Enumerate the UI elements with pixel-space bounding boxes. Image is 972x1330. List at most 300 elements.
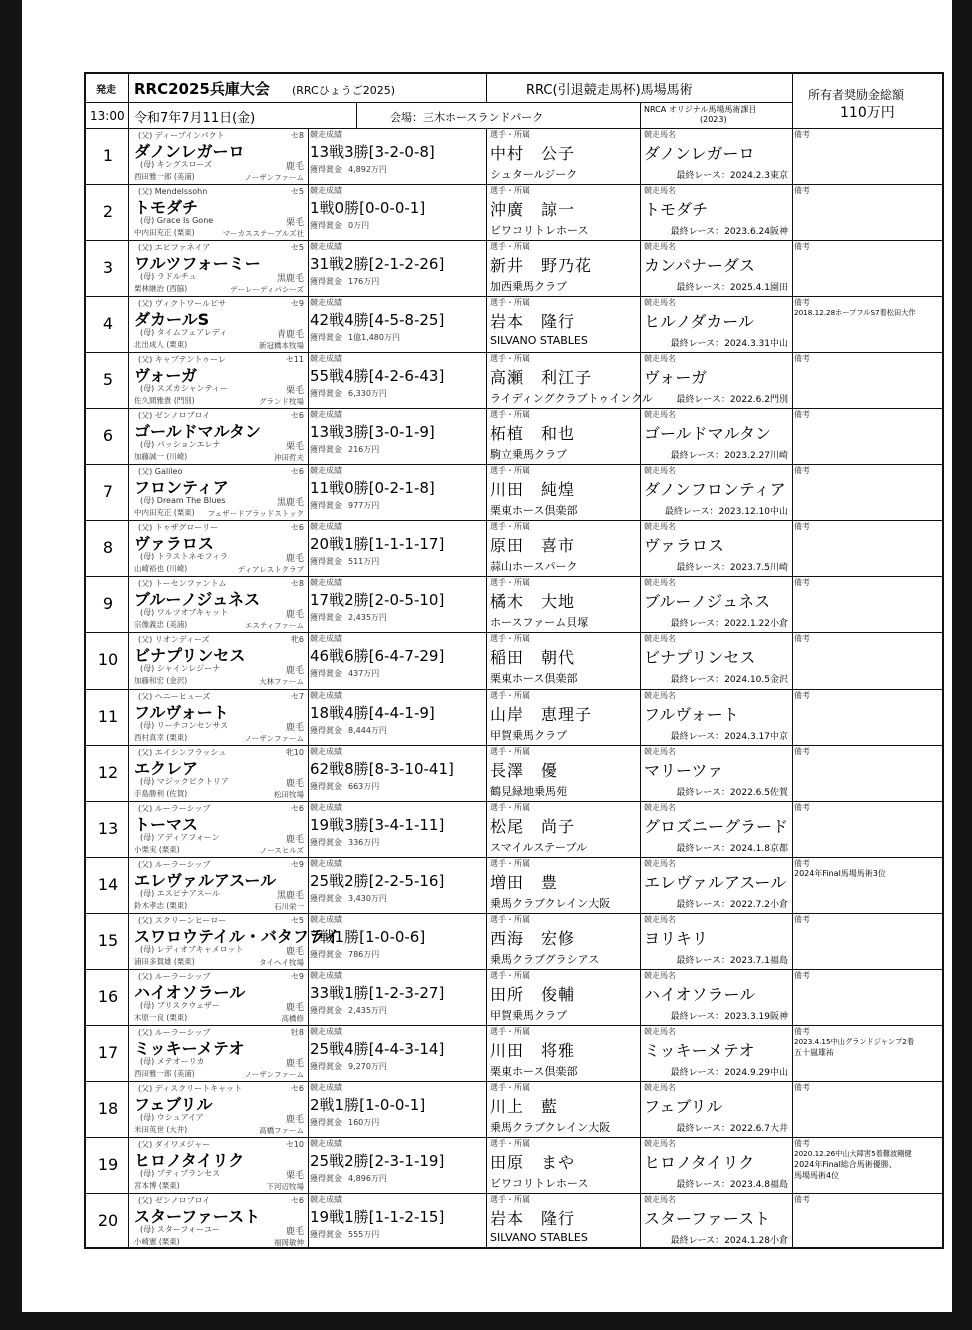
sire-name: (父) ルーラーシップ <box>138 971 211 981</box>
coat-color: 栗毛 <box>285 1170 304 1181</box>
test-name: NRCA オリジナル馬場馬術課目 <box>644 105 757 114</box>
racing-name <box>640 632 792 688</box>
remarks-label: 備考 <box>794 354 810 364</box>
divider <box>486 74 487 102</box>
race-name-label: 競走馬名 <box>644 746 676 756</box>
remark-line: 2024年Final総合馬術優勝、 <box>794 1159 897 1169</box>
record-label: 競走成績 <box>310 1026 342 1036</box>
horse-name: ハイオソラール <box>134 982 246 1002</box>
earnings-label: 獲得賞金 <box>310 613 342 623</box>
rider-info <box>486 352 653 408</box>
rider-info <box>486 408 640 464</box>
coat-color: 鹿毛 <box>285 778 304 789</box>
rider-info <box>486 296 640 352</box>
dam-name: (母) トラストネモフィラ <box>140 552 228 562</box>
record-label: 競走成績 <box>310 1138 342 1148</box>
rider-label: 選手・所属 <box>490 1138 530 1148</box>
club-name: シュタールジーク <box>490 168 578 181</box>
entry-number: 18 <box>97 1098 119 1118</box>
trainer-name: 浦田多賀雄 (栗東) <box>134 956 195 966</box>
race-name: ミッキーメテオ <box>644 1040 755 1060</box>
entry-number: 13 <box>97 818 119 838</box>
horse-info <box>128 240 308 296</box>
horse-name: トーマス <box>134 814 199 834</box>
remark-line: 馬場馬術4位 <box>794 1170 840 1180</box>
club-name: スマイルステーブル <box>490 840 588 854</box>
coat-color: 鹿毛 <box>285 162 304 172</box>
breeder-name: 福岡敏伸 <box>274 1237 304 1247</box>
last-race-label: 最終レース： <box>670 1011 725 1022</box>
remarks-label: 備考 <box>794 466 810 476</box>
horse-info <box>128 1081 308 1137</box>
rider-info <box>486 1193 640 1249</box>
club-name: ホースファーム貝塚 <box>490 616 589 630</box>
horse-sex-age: セ9 <box>290 859 304 869</box>
dam-name: (母) ワルツオブキャット <box>140 608 228 618</box>
coat-color: 鹿毛 <box>285 1114 304 1125</box>
trainer-name: 加藤誠一 (川崎) <box>134 452 188 462</box>
rider-info <box>486 184 640 240</box>
breeder-name: ノースヒルズ <box>259 845 304 855</box>
breeder-name: 松田牧場 <box>274 789 304 799</box>
earnings-value: 4,896万円 <box>348 1173 387 1183</box>
record-label: 競走成績 <box>310 242 342 252</box>
racing-name <box>640 296 792 352</box>
trainer-name: 栗林継治 (西脇) <box>134 284 188 294</box>
club-name: 乗馬クラブクレイン大阪 <box>490 1120 611 1134</box>
earnings-value: 336万円 <box>348 837 380 847</box>
rider-info <box>486 128 640 184</box>
record-label: 競走成績 <box>310 186 342 196</box>
sire-name: (父) トーセンファントム <box>138 579 227 589</box>
earnings-value: 555万円 <box>348 1229 380 1239</box>
club-name: 甲賀乗馬クラブ <box>490 728 567 742</box>
horse-info <box>128 801 308 857</box>
dam-name: (母) スズカシャンティー <box>140 384 228 394</box>
earnings-value: 511万円 <box>348 557 380 567</box>
record-value: 62戦8勝[8-3-10-41] <box>310 759 454 778</box>
last-race-value: 2023.3.19阪神 <box>724 1011 788 1022</box>
earnings-row <box>310 893 387 904</box>
breeder-name: 新冠橋本牧場 <box>259 341 304 351</box>
remarks <box>792 1025 942 1081</box>
racing-name <box>640 913 792 969</box>
earnings-label: 獲得賞金 <box>310 725 342 735</box>
earnings-row <box>310 781 379 792</box>
record-label: 競走成績 <box>310 410 342 420</box>
last-race-value: 2022.6.2門別 <box>729 395 788 406</box>
last-race-value: 2023.2.27川崎 <box>724 451 788 462</box>
earnings-row <box>310 332 400 343</box>
rider-label: 選手・所属 <box>490 410 530 420</box>
rider-name: 新井 野乃花 <box>490 256 593 276</box>
horse-sex-age: セ6 <box>290 523 304 533</box>
dam-name: (母) パッションエレナ <box>140 440 221 450</box>
record-label: 競走成績 <box>310 690 342 700</box>
race-name: フルヴォート <box>644 704 739 724</box>
horse-info <box>128 576 308 632</box>
race-name: ヨリキリ <box>644 928 709 948</box>
horse-sex-age: セ9 <box>290 299 304 309</box>
event-subtitle: (RRCひょうご2025) <box>292 84 395 97</box>
horse-sex-age: セ11 <box>285 355 304 365</box>
race-record <box>308 240 486 296</box>
earnings-value: 786万円 <box>348 949 380 959</box>
last-race-label: 最終レース： <box>676 843 730 854</box>
race-record <box>308 745 486 801</box>
race-record <box>308 128 486 184</box>
horse-name: フェブリル <box>134 1094 213 1114</box>
race-name-label: 競走馬名 <box>644 466 676 476</box>
race-name-label: 競走馬名 <box>644 970 676 980</box>
rider-name: 岩本 隆行 <box>490 312 576 332</box>
rider-name: 田原 まや <box>490 1152 576 1172</box>
rider-label: 選手・所属 <box>490 802 530 812</box>
racing-name <box>640 1025 792 1081</box>
coat-color: 鹿毛 <box>285 722 304 733</box>
last-race <box>671 336 788 349</box>
rider-label: 選手・所属 <box>490 1082 530 1092</box>
last-race-value: 2024.2.3東京 <box>729 171 788 181</box>
last-race-label: 最終レース： <box>676 1123 730 1134</box>
horse-sex-age: セ6 <box>290 1195 304 1205</box>
earnings-value: 1億1,480万円 <box>348 333 400 343</box>
divider <box>356 102 357 128</box>
breeder-name: タイヘイ牧場 <box>259 957 304 967</box>
earnings-label: 獲得賞金 <box>310 1117 342 1127</box>
sire-name: (父) エピファネイア <box>138 243 211 253</box>
club-name: ライディングクラブトゥインクル <box>490 392 653 406</box>
trainer-name: 手島勝利 (佐賀) <box>134 788 188 798</box>
horse-sex-age: セ5 <box>290 187 304 197</box>
club-name: 甲賀乗馬クラブ <box>490 1008 567 1022</box>
last-race <box>671 1233 788 1246</box>
coat-color: 栗毛 <box>285 386 304 397</box>
earnings-label: 獲得賞金 <box>310 557 342 567</box>
entry-number: 11 <box>97 706 119 726</box>
record-label: 競走成績 <box>310 354 342 364</box>
racing-name <box>640 857 792 913</box>
earnings-row <box>310 500 379 511</box>
race-record <box>308 576 486 632</box>
rider-label: 選手・所属 <box>490 242 530 252</box>
record-value: 11戦0勝[0-2-1-8] <box>310 479 435 498</box>
dam-name: (母) メテオーリカ <box>140 1056 205 1066</box>
horse-name: ゴールドマルタン <box>134 422 262 442</box>
racing-name <box>640 745 792 801</box>
last-race <box>676 841 788 854</box>
trainer-name: 山崎裕也 (川崎) <box>134 564 188 574</box>
race-record <box>308 296 486 352</box>
race-name: ゴールドマルタン <box>644 424 772 444</box>
horse-name: ワルツフォーミー <box>134 254 261 274</box>
remarks-label: 備考 <box>794 410 810 420</box>
horse-name: フルヴォート <box>134 702 229 722</box>
race-record <box>308 520 486 576</box>
rider-name: 岩本 隆行 <box>490 1208 576 1228</box>
racing-name <box>640 689 792 745</box>
rider-label: 選手・所属 <box>490 634 530 644</box>
last-race-value: 2024.10.5金沢 <box>724 675 788 686</box>
race-name: ヴォーガ <box>644 368 708 388</box>
rider-name: 稲田 朝代 <box>490 648 576 668</box>
rider-label: 選手・所属 <box>490 690 530 700</box>
remarks <box>792 689 942 745</box>
race-record <box>308 464 486 520</box>
last-race-value: 2024.9.29中山 <box>724 1067 788 1078</box>
race-name: カンパナーダス <box>644 256 755 276</box>
club-name: 栗東ホース倶楽部 <box>490 672 578 686</box>
trainer-name: 中内田充正 (栗東) <box>134 228 195 238</box>
entry-number: 6 <box>102 426 114 446</box>
remarks <box>792 745 942 801</box>
earnings-row <box>310 668 379 679</box>
race-name: グロズニーグラード <box>644 816 789 836</box>
race-name: ハイオソラール <box>644 984 756 1004</box>
last-race-label: 最終レース： <box>676 899 730 910</box>
last-race <box>676 168 788 181</box>
dam-name: (母) アディアフォーン <box>140 832 220 842</box>
last-race-value: 2023.12.10中山 <box>718 507 788 518</box>
trainer-name: 宮本博 (栗東) <box>134 1180 180 1190</box>
remarks <box>792 296 942 352</box>
remarks <box>792 801 942 857</box>
record-label: 競走成績 <box>310 522 342 532</box>
club-name: 蒜山ホースパーク <box>490 560 578 574</box>
remark-line: 2024年Final馬場馬術3位 <box>794 868 886 878</box>
earnings-label: 獲得賞金 <box>310 389 342 399</box>
sire-name: (父) ディスクリートキャット <box>138 1083 243 1093</box>
earnings-row <box>310 1005 387 1016</box>
rider-label: 選手・所属 <box>490 914 530 924</box>
record-label: 競走成績 <box>310 1082 342 1092</box>
remarks-label: 備考 <box>794 578 810 588</box>
rider-info <box>486 689 640 745</box>
trainer-name: 鈴木孝志 (栗東) <box>134 900 188 910</box>
rider-info <box>486 1081 640 1137</box>
breeder-name: デーレーディパシーズ <box>230 285 304 295</box>
earnings-value: 3,430万円 <box>348 893 387 903</box>
breeder-name: ノーザンファーム <box>244 733 304 743</box>
horse-info <box>128 464 308 520</box>
remark-line: 2018.12.28ホープフルS7着松田大作 <box>794 308 916 318</box>
last-race-label: 最終レース： <box>670 731 725 742</box>
race-name-label: 競走馬名 <box>644 634 676 644</box>
race-name-label: 競走馬名 <box>644 1026 676 1036</box>
trainer-name: 西田雅一郎 (美浦) <box>134 172 195 181</box>
sire-name: (父) ゼンノロブロイ <box>138 1195 211 1205</box>
sire-name: (父) ルーラーシップ <box>138 859 211 869</box>
rider-label: 選手・所属 <box>490 130 530 139</box>
record-value: 13戦3勝[3-2-0-8] <box>310 143 435 161</box>
prize-label: 所有者奨励金総額 <box>808 88 905 102</box>
horse-name: スワロウテイル・バタフライ <box>134 926 341 946</box>
trainer-name: 小崎憲 (栗東) <box>134 1236 180 1246</box>
remarks <box>792 632 942 688</box>
race-record <box>308 1193 486 1249</box>
record-value: 19戦3勝[3-4-1-11] <box>310 815 445 834</box>
earnings-label: 獲得賞金 <box>310 445 342 455</box>
record-label: 競走成績 <box>310 578 342 588</box>
race-record <box>308 1081 486 1137</box>
horse-info <box>128 184 308 240</box>
rider-name: 中村 公子 <box>490 144 576 163</box>
record-value: 1戦0勝[0-0-0-1] <box>310 199 426 218</box>
horse-info <box>128 520 308 576</box>
last-race-label: 最終レース： <box>676 283 730 294</box>
record-label: 競走成績 <box>310 130 342 139</box>
rider-info <box>486 240 640 296</box>
horse-name: ヒロノタイリク <box>134 1150 245 1170</box>
horse-info <box>128 1025 308 1081</box>
race-name-label: 競走馬名 <box>644 298 676 308</box>
rider-label: 選手・所属 <box>490 354 530 364</box>
race-name: フェブリル <box>644 1096 723 1116</box>
horse-sex-age: セ5 <box>290 915 304 925</box>
racing-name <box>640 1137 792 1193</box>
last-race-label: 最終レース： <box>676 563 730 574</box>
horse-sex-age: セ9 <box>290 971 304 981</box>
last-race-label: 最終レース： <box>670 339 725 350</box>
club-name: 鶴見緑地乗馬苑 <box>490 784 567 798</box>
remarks <box>792 408 942 464</box>
race-record <box>308 969 486 1025</box>
race-record <box>308 857 486 913</box>
entry-number: 3 <box>102 258 114 278</box>
race-name-label: 競走馬名 <box>644 690 676 700</box>
record-label: 競走成績 <box>310 634 342 644</box>
race-name-label: 競走馬名 <box>644 858 676 868</box>
entry-number: 16 <box>97 986 119 1006</box>
rider-label: 選手・所属 <box>490 1194 530 1204</box>
trainer-name: 木原一良 (栗東) <box>134 1012 188 1022</box>
remarks-label: 備考 <box>794 1026 810 1036</box>
entry-number: 8 <box>102 538 114 558</box>
remarks-label: 備考 <box>794 298 810 308</box>
remarks <box>792 128 942 184</box>
rider-label: 選手・所属 <box>490 466 530 476</box>
rider-label: 選手・所属 <box>490 746 530 756</box>
race-name: スターファースト <box>644 1208 771 1228</box>
race-name: ダノンレガーロ <box>644 144 755 163</box>
rider-label: 選手・所属 <box>490 578 530 588</box>
venue: 会場：三木ホースランドパーク <box>390 111 544 124</box>
horse-name: ヴォーガ <box>134 366 198 386</box>
record-value: 33戦1勝[1-2-3-27] <box>310 983 445 1002</box>
earnings-row <box>310 725 387 736</box>
earnings-label: 獲得賞金 <box>310 1173 342 1183</box>
remark-line: 2020.12.26中山大障害5着難波剛健 <box>794 1148 912 1158</box>
trainer-name: 加藤和宏 (金沢) <box>134 676 188 686</box>
earnings-label: 獲得賞金 <box>310 1005 342 1015</box>
remarks <box>792 969 942 1025</box>
race-name-label: 競走馬名 <box>644 130 676 139</box>
coat-color: 鹿毛 <box>285 946 304 957</box>
rider-info <box>486 745 640 801</box>
breeder-name: マーカスステーブルズ社 <box>222 229 304 239</box>
entry-number: 4 <box>102 314 114 334</box>
entry-number: 17 <box>97 1042 119 1062</box>
last-race <box>676 280 788 293</box>
last-race-label: 最終レース： <box>670 675 725 686</box>
breeder-name: ディアレストクラブ <box>237 565 304 575</box>
racing-name <box>640 184 792 240</box>
rider-info <box>486 969 640 1025</box>
earnings-row <box>310 220 369 231</box>
rider-name: 田所 俊輔 <box>490 984 576 1004</box>
racing-name <box>640 240 792 296</box>
remarks-label: 備考 <box>794 522 810 532</box>
race-record <box>308 408 486 464</box>
earnings-row <box>310 837 379 848</box>
sire-name: (父) エイシンフラッシュ <box>138 747 227 757</box>
breeder-name: ノーザンファーム <box>244 173 304 182</box>
last-race-label: 最終レース： <box>676 171 730 181</box>
entry-number: 5 <box>102 370 114 390</box>
earnings-label: 獲得賞金 <box>310 781 342 791</box>
remarks-label: 備考 <box>794 1082 810 1092</box>
rider-name: 増田 豊 <box>490 872 559 892</box>
earnings-row <box>310 1117 379 1128</box>
earnings-row <box>310 388 387 399</box>
last-race-label: 最終レース： <box>670 619 725 630</box>
breeder-name: 沖田哲夫 <box>274 453 304 463</box>
dam-name: (母) プティプランセス <box>140 1168 221 1178</box>
rider-label: 選手・所属 <box>490 1026 530 1036</box>
record-value: 13戦3勝[3-0-1-9] <box>310 423 435 442</box>
rider-info <box>486 520 640 576</box>
start-label: 発走 <box>96 85 116 96</box>
coat-color: 栗毛 <box>285 442 304 453</box>
last-race <box>671 448 788 461</box>
race-name-label: 競走馬名 <box>644 914 676 924</box>
coat-color: 鹿毛 <box>285 666 304 677</box>
race-name-label: 競走馬名 <box>644 522 676 532</box>
last-race-label: 最終レース： <box>670 1067 725 1078</box>
last-race-value: 2024.1.28小倉 <box>724 1235 788 1246</box>
trainer-name: 小栗実 (栗東) <box>134 844 180 854</box>
earnings-row <box>310 1173 387 1184</box>
remarks-label: 備考 <box>794 914 810 924</box>
remarks <box>792 576 942 632</box>
club-name: ビワコリトレホース <box>490 224 589 238</box>
entry-number: 2 <box>102 202 114 222</box>
record-label: 競走成績 <box>310 802 342 812</box>
race-name-label: 競走馬名 <box>644 186 676 196</box>
start-time: 13:00 <box>90 109 125 123</box>
breeder-name: フェザードブラッドストック <box>207 509 304 519</box>
club-name: ビワコリトレホース <box>490 1176 589 1190</box>
horse-name: エレヴァルアスール <box>134 870 277 890</box>
trainer-name: 中内田充正 (栗東) <box>134 508 195 518</box>
race-record <box>308 1025 486 1081</box>
last-race-label: 最終レース： <box>670 227 725 238</box>
last-race-value: 2025.4.1園田 <box>729 283 788 294</box>
racing-name <box>640 1193 792 1249</box>
horse-info <box>128 857 308 913</box>
remarks <box>792 520 942 576</box>
sire-name: (父) ディープインパクト <box>138 131 225 140</box>
race-name: ビナプリンセス <box>644 648 756 668</box>
rider-name: 長澤 優 <box>490 760 559 780</box>
remarks <box>792 240 942 296</box>
club-name: 栗東ホース倶楽部 <box>490 1064 578 1078</box>
rider-label: 選手・所属 <box>490 186 530 196</box>
earnings-value: 437万円 <box>348 669 380 679</box>
remarks <box>792 1193 942 1249</box>
horse-sex-age: セ7 <box>290 691 304 701</box>
rider-label: 選手・所属 <box>490 970 530 980</box>
